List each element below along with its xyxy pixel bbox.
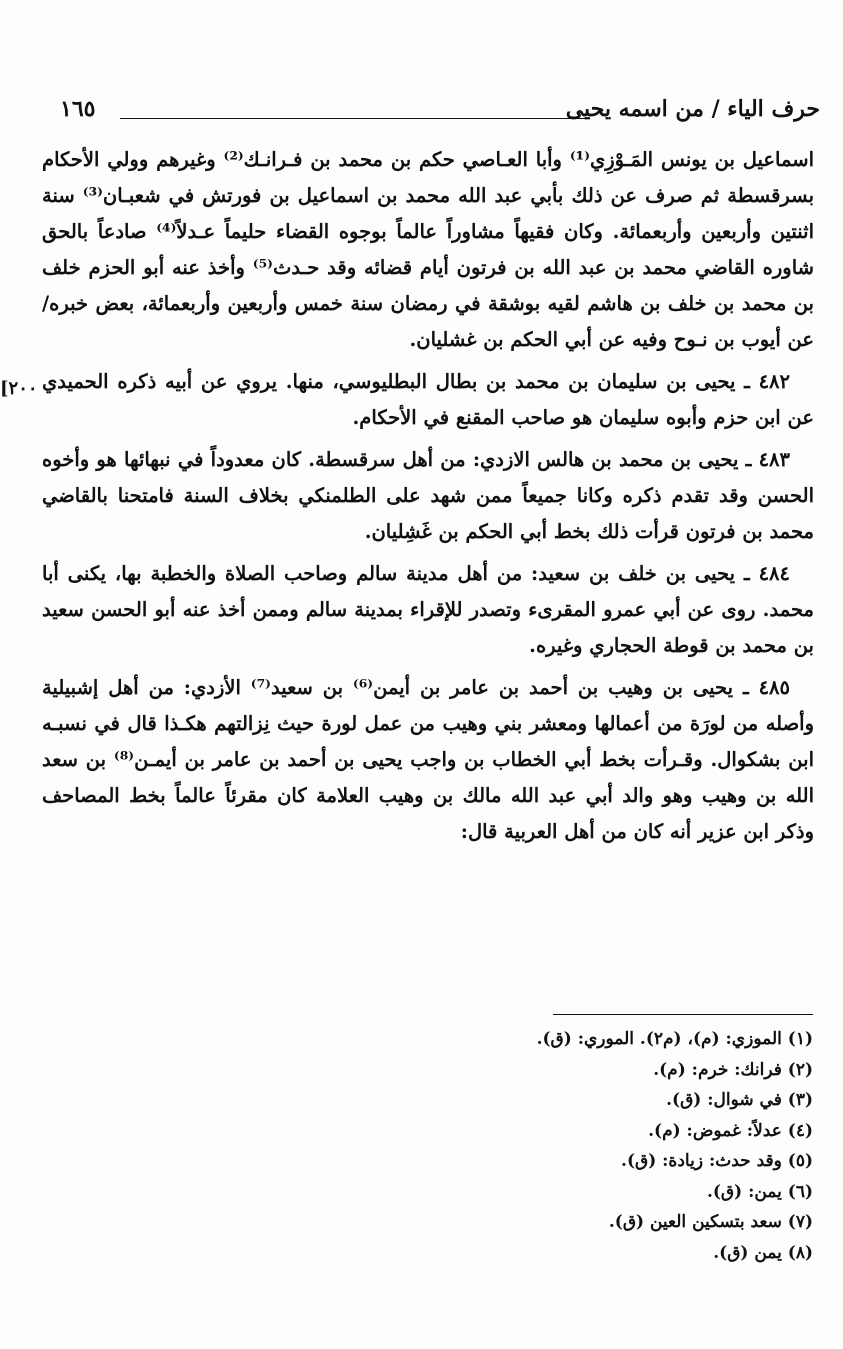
- footnote-6: (٦) يمن: (ق).: [706, 1181, 813, 1202]
- footnote-rule: [553, 1014, 813, 1015]
- entry-482: ٤٨٢ ـ يحيى بن سليمان بن محمد بن بطال البطليوسي، منها. يروي عن أبيه ذكره الحميدي عن ابن حزم وأبوه سليمان هو صاحب المقنع في الأحكام.: [42, 370, 814, 429]
- footnote-8: (٨) يمن (ق).: [713, 1242, 813, 1263]
- main-text: [42, 142, 814, 856]
- margin-folio-note: [٢٠٠: [0, 378, 38, 399]
- entry-485: ٤٨٥ ـ يحيى بن وهيب بن أحمد بن عامر بن أيمن⁽⁶⁾ بن سعيد⁽⁷⁾ الأزدي: من أهل إشبيلية وأصله من لورَة من أعمالها ومعشر بني وهيب من عمل لورة حيث نِزالتهم هكـذا قال في نسبـه ابن بشكوال. وقـرأت بخط أبي الخطاب بن واجب يحيى بن أحمد بن عامر بن أيمـن⁽⁸⁾ بن سعد الله بن وهيب وهو والد أبي عبد الله مالك بن وهيب العلامة كان مقرئاً عالماً بخط المصاحف وذكر ابن عزير أنه كان من أهل العربية قال:: [42, 676, 814, 843]
- entry-483: ٤٨٣ ـ يحيى بن محمد بن هالس الازدي: من أهل سرقسطة. كان معدوداً في نبهائها هو وأخوه الحسن وقد تقدم ذكره وكانا جميعاً ممن شهد على الطلمنكي بخلاف السنة فامتحنا بالقاضي محمد بن فرتون قرأت ذلك بخط أبي الحكم بن غَشِليان.: [42, 448, 814, 543]
- footnotes-list: [313, 1024, 813, 1268]
- entry-484: ٤٨٤ ـ يحيى بن خلف بن سعيد: من أهل مدينة سالم وصاحب الصلاة والخطبة بها، يكنى أبا محمد. روى عن أبي عمرو المقرىء وتصدر للإقراء بمدينة سالم وممن أخذ عنه أبو الحسن سعيد بن محمد بن قوطة الحجاري وغيره.: [42, 562, 814, 657]
- running-title: حرف الياء / من اسمه يحيى: [565, 96, 820, 122]
- footnote-4: (٤) عدلاً: غموض: (م).: [648, 1120, 813, 1141]
- paragraph-continuation: اسماعيل بن يونس المَـوْزِي⁽¹⁾ وأبا العـاصي حكم بن محمد بن فـرانـك⁽²⁾ وغيرهم وولي الأحكام بسرقسطة ثم صرف عن ذلك بأبي عبد الله محمد بن اسماعيل بن فورتش في شعبـان⁽³⁾ سنة اثنتين وأربعين وأربعمائة. وكان فقيهاً مشاوراً عالماً بوجوه القضاء حليماً عـدلاً⁽⁴⁾ صادعاً بالحق شاوره القاضي محمد بن عبد الله بن فرتون أيام قضائه وقد حـدث⁽⁵⁾ وأخذ عنه أبو الحزم خلف بن محمد بن خلف بن هاشم لقيه بوشقة في رمضان سنة خمس وأربعين وأربعمائة، بعض خبره/ عن أيوب بن نـوح وفيه عن أبي الحكم بن غشليان.: [42, 148, 814, 351]
- footnote-7: (٧) سعد بتسكين العين (ق).: [608, 1212, 813, 1232]
- header-rule: [120, 118, 590, 119]
- footnote-3: (٣) في شوال: (ق).: [666, 1090, 813, 1110]
- footnote-2: (٢) فرانك: خرم: (م).: [653, 1059, 813, 1080]
- footnote-1: (١) الموزي: (م)، (م٢). الموري: (ق).: [536, 1029, 813, 1049]
- page-header: [50, 96, 820, 126]
- footnote-5: (٥) وقد حدث: زيادة: (ق).: [621, 1151, 813, 1171]
- page-number: ١٦٥: [60, 96, 96, 122]
